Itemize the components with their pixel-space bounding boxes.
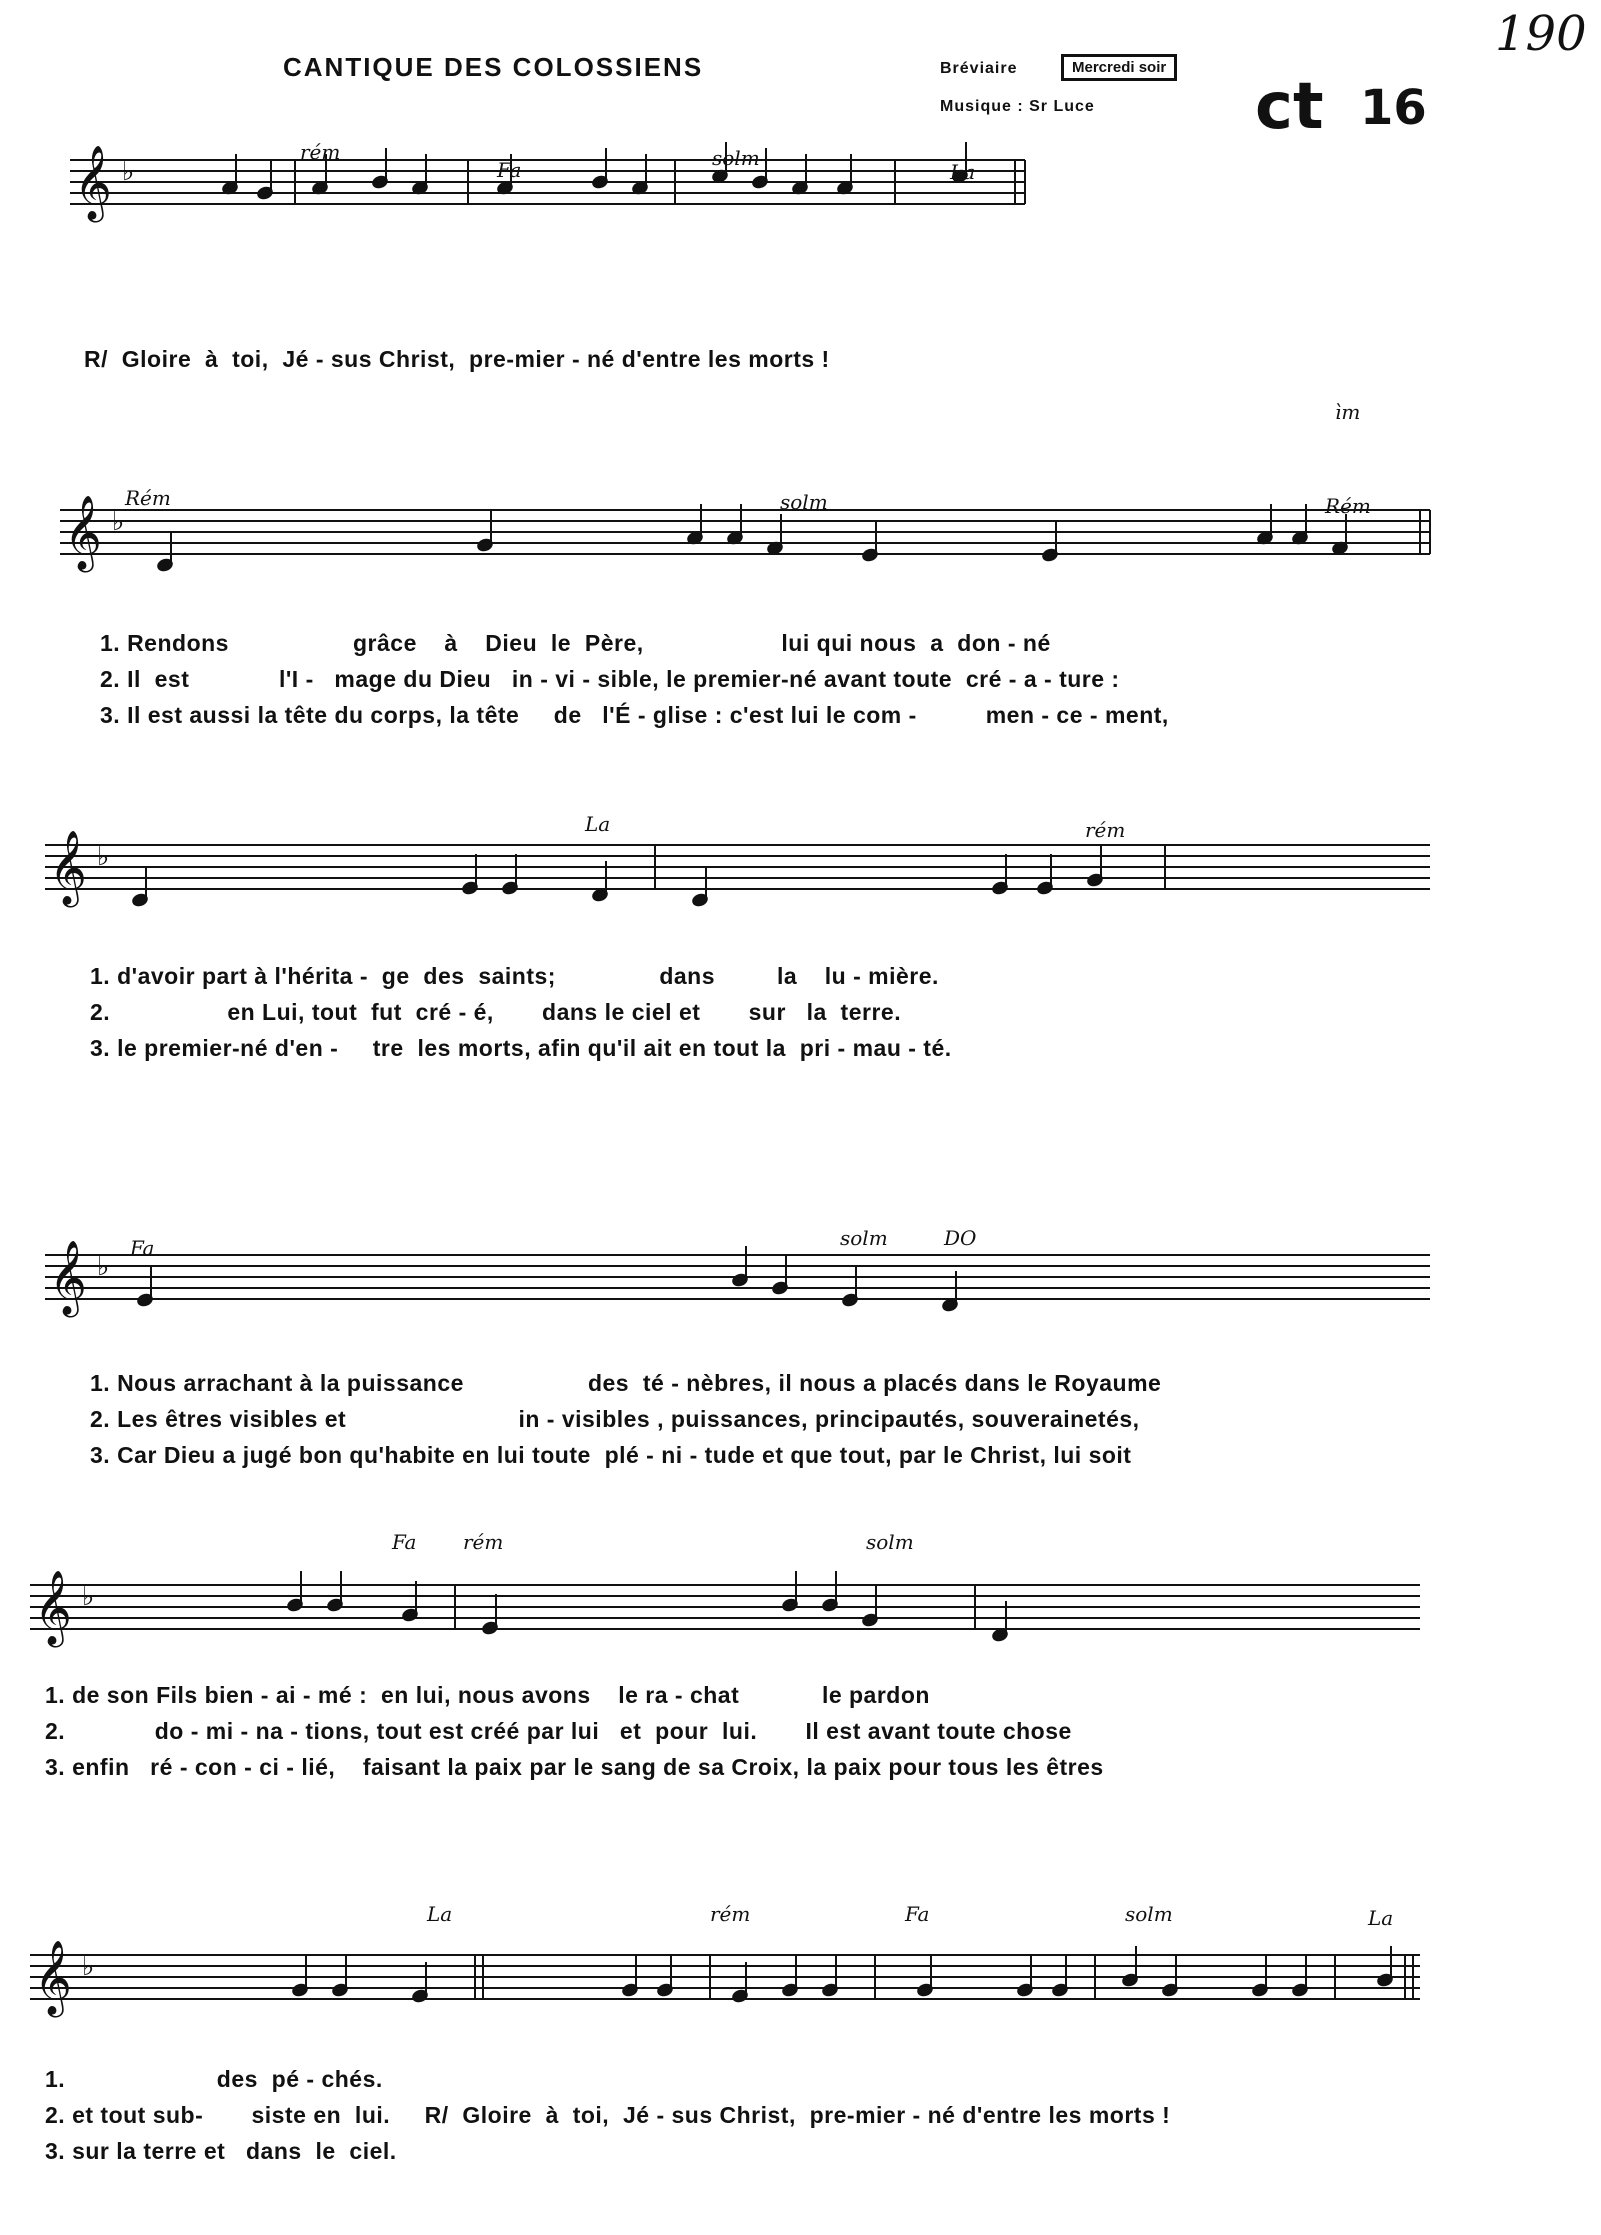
chord-label: ìm <box>1335 400 1361 424</box>
verse-line: 1. Rendons grâce à Dieu le Père, lui qui nous a don - né <box>100 630 1051 656</box>
flat-key-signature: ♭ <box>82 1952 95 1982</box>
chord-label: rém <box>463 1530 504 1554</box>
verse-line: 3. sur la terre et dans le ciel. <box>45 2138 397 2164</box>
chord-label: Fa <box>130 1236 155 1260</box>
chord-label: rém <box>710 1902 751 1926</box>
chord-label: Rém <box>1325 494 1371 518</box>
chord-label: La <box>950 160 976 184</box>
verse-line: 3. enfin ré - con - ci - lié, faisant la paix par le sang de sa Croix, la paix pour tous les êtres <box>45 1754 1104 1780</box>
verse-line: 2. Il est l'I - mage du Dieu in - vi - sible, le premier-né avant toute cré - a - ture : <box>100 666 1120 692</box>
chord-label: La <box>427 1902 453 1926</box>
verse-line: 2. et tout sub- siste en lui. R/ Gloire à toi, Jé - sus Christ, pre-mier - né d'entre les morts ! <box>45 2102 1171 2128</box>
chord-label: Fa <box>392 1530 417 1554</box>
verse-line: 3. Car Dieu a jugé bon qu'habite en lui toute plé - ni - tude et que tout, par le Christ, lui soit <box>90 1442 1132 1468</box>
chord-label: rém <box>1085 818 1126 842</box>
catalog-code: ct <box>1255 70 1324 144</box>
chord-label: Rém <box>125 486 171 510</box>
verse-line: 1. des pé - chés. <box>45 2066 383 2092</box>
flat-key-signature: ♭ <box>97 1252 110 1282</box>
treble-clef: 𝄞 <box>64 496 102 570</box>
flat-key-signature: ♭ <box>82 1582 95 1612</box>
verse-line: 1. d'avoir part à l'hérita - ge des saints; dans la lu - mière. <box>90 963 939 989</box>
verse-line: 3. Il est aussi la tête du corps, la tête de l'É - glise : c'est lui le com - men - ce - ment, <box>100 702 1169 728</box>
chord-label: Fa <box>905 1902 930 1926</box>
chord-label: solm <box>1125 1902 1173 1926</box>
chord-label: La <box>1368 1906 1394 1930</box>
treble-clef: 𝄞 <box>74 146 112 220</box>
flat-key-signature: ♭ <box>97 842 110 872</box>
treble-clef: 𝄞 <box>49 831 87 905</box>
breviaire-label: Bréviaire <box>940 60 1018 77</box>
verse-line: 2. do - mi - na - tions, tout est créé par lui et pour lui. Il est avant toute chose <box>45 1718 1072 1744</box>
chord-label: solm <box>840 1226 888 1250</box>
treble-clef: 𝄞 <box>34 1941 72 2015</box>
refrain-lyrics: R/ Gloire à toi, Jé - sus Christ, pre-mier - né d'entre les morts ! <box>84 346 830 372</box>
verse-line: 3. le premier-né d'en - tre les morts, afin qu'il ait en tout la pri - mau - té. <box>90 1035 952 1061</box>
verse-line: 2. en Lui, tout fut cré - é, dans le ciel et sur la terre. <box>90 999 902 1025</box>
chord-label: rém <box>300 140 341 164</box>
chord-label: Fa <box>497 158 522 182</box>
chord-label: solm <box>780 490 828 514</box>
composer-credit: Musique : Sr Luce <box>940 98 1095 115</box>
breviaire-value: Mercredi soir <box>1061 54 1177 81</box>
chord-label: solm <box>866 1530 914 1554</box>
treble-clef: 𝄞 <box>34 1571 72 1645</box>
chord-label: solm <box>712 146 760 170</box>
verse-line: 1. Nous arrachant à la puissance des té - nèbres, il nous a placés dans le Royaume <box>90 1370 1162 1396</box>
song-title: CANTIQUE DES COLOSSIENS <box>283 52 704 82</box>
treble-clef: 𝄞 <box>49 1241 87 1315</box>
catalog-number: 16 <box>1360 80 1427 136</box>
flat-key-signature: ♭ <box>112 507 125 537</box>
flat-key-signature: ♭ <box>122 157 135 187</box>
page-number: 190 <box>1495 6 1587 62</box>
chord-label: DO <box>944 1226 977 1250</box>
verse-line: 1. de son Fils bien - ai - mé : en lui, nous avons le ra - chat le pardon <box>45 1682 930 1708</box>
verse-line: 2. Les êtres visibles et in - visibles , puissances, principautés, souverainetés, <box>90 1406 1140 1432</box>
chord-label: La <box>585 812 611 836</box>
